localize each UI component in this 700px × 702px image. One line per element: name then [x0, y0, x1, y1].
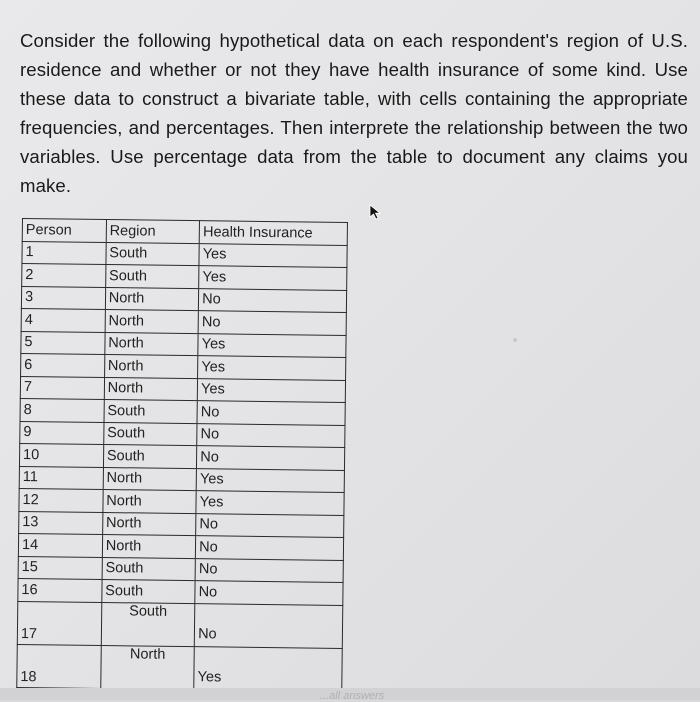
cell-health-insurance: No [195, 558, 343, 582]
cell-region: South [102, 557, 196, 581]
cell-health-insurance: No [194, 603, 342, 648]
cell-region: South [101, 602, 195, 646]
cell-person: 2 [22, 264, 106, 288]
cell-person: 1 [22, 241, 106, 265]
data-table-container [16, 218, 348, 685]
cell-health-insurance: No [196, 536, 344, 560]
cell-region: South [106, 242, 200, 266]
cell-person: 18 [17, 644, 101, 688]
cell-health-insurance: No [197, 423, 345, 447]
cell-person: 16 [18, 578, 102, 602]
cell-region: South [105, 265, 199, 289]
cell-person: 5 [21, 331, 105, 355]
cell-health-insurance: No [195, 581, 343, 605]
cell-region: North [103, 490, 197, 514]
cell-person: 11 [19, 466, 103, 490]
cell-region: North [103, 467, 197, 491]
cell-person: 13 [19, 511, 103, 535]
cell-health-insurance: Yes [196, 491, 344, 515]
question-text: Consider the following hypothetical data on each respondent's region of U.S. residence and whether or not they have health insurance of some kind. Use these data to construct a bivariate table, with cells containing the appropriate frequencies, and percentages. Then interprete the relationship between the two variables. Use percentage data from the table to document any claims you make. [20, 30, 688, 196]
cell-health-insurance: No [196, 513, 344, 537]
cell-person: 9 [20, 421, 104, 445]
footer-faint-text: ...all answers [320, 690, 385, 702]
cell-health-insurance: Yes [197, 378, 345, 402]
cell-person: 14 [18, 533, 102, 557]
cell-region: North [105, 287, 199, 311]
header-person: Person [22, 219, 106, 243]
cell-region: North [104, 355, 198, 379]
cell-region: North [102, 535, 196, 559]
table-row [17, 644, 343, 691]
mouse-pointer-icon [369, 204, 383, 220]
cell-region: South [103, 445, 197, 469]
cell-region: North [104, 377, 198, 401]
header-region: Region [106, 220, 200, 244]
cell-person: 6 [21, 353, 105, 377]
cell-region: North [105, 310, 199, 334]
screen-speck [513, 338, 517, 342]
cell-region: North [101, 645, 195, 689]
cell-person: 10 [19, 443, 103, 467]
cell-person: 15 [18, 556, 102, 580]
cell-region: South [104, 400, 198, 424]
data-table [16, 218, 348, 691]
cell-health-insurance: Yes [199, 266, 347, 290]
cell-person: 8 [20, 398, 104, 422]
table-row [17, 601, 343, 648]
header-health-insurance: Health Insurance [199, 221, 347, 245]
cell-region: South [102, 580, 196, 604]
cell-region: North [102, 512, 196, 536]
cell-health-insurance: Yes [194, 646, 342, 691]
cell-person: 12 [19, 488, 103, 512]
cell-health-insurance: No [198, 311, 346, 335]
cell-region: South [104, 422, 198, 446]
cell-health-insurance: Yes [199, 243, 347, 267]
cell-region: North [105, 332, 199, 356]
cell-health-insurance: Yes [198, 333, 346, 357]
cell-person: 7 [20, 376, 104, 400]
cell-health-insurance: Yes [198, 356, 346, 380]
cell-person: 4 [21, 308, 105, 332]
cell-health-insurance: Yes [196, 468, 344, 492]
cell-health-insurance: No [199, 288, 347, 312]
cell-person: 3 [21, 286, 105, 310]
cell-health-insurance: No [197, 401, 345, 425]
cell-health-insurance: No [197, 446, 345, 470]
cell-person: 17 [17, 601, 101, 645]
